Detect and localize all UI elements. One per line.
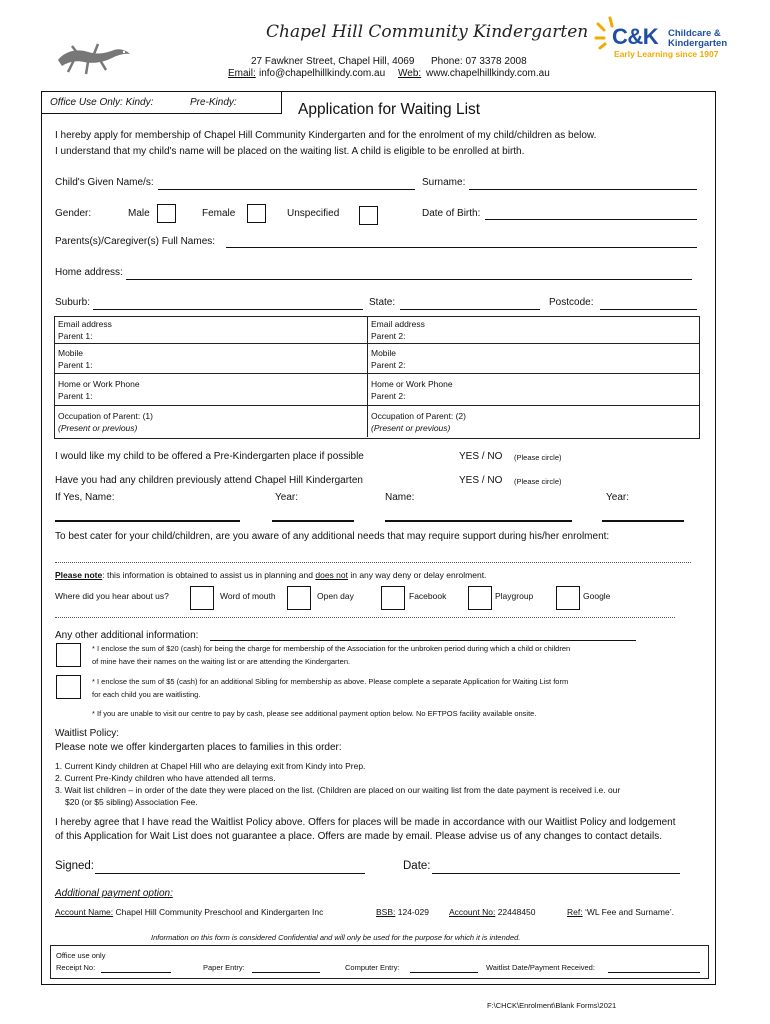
male-label: Male	[128, 208, 150, 219]
confidential-note: Information on this form is considered Confidential and will only be used for the purpose for which it is intended.	[151, 933, 521, 942]
unspecified-checkbox[interactable]	[359, 206, 378, 225]
contact-right-sublabel: Parent 2:	[371, 360, 406, 370]
account-number-details	[449, 907, 536, 917]
open-day-label: Open day	[317, 591, 354, 601]
bsb-value: 124-029	[397, 907, 429, 917]
contact-left-label: Email address	[58, 319, 112, 329]
waitlist-date-label: Waitlist Date/Payment Received:	[486, 963, 595, 972]
needs-question: To best cater for your child/children, are you aware of any additional needs that may require support during his/her enrolment:	[55, 531, 610, 542]
account-name: Chapel Hill Community Preschool and Kindergarten Inc	[115, 907, 324, 917]
web-label: Web:	[398, 68, 422, 79]
contact-right-label: Home or Work Phone	[371, 379, 453, 389]
unspecified-label: Unspecified	[287, 208, 340, 219]
previous-please-circle: (Please circle)	[514, 477, 562, 486]
male-checkbox[interactable]	[157, 204, 176, 223]
sibling-fee-checkbox[interactable]	[56, 675, 81, 699]
prekindy-yes-no[interactable]: YES / NO	[459, 451, 503, 462]
computer-entry-field[interactable]	[410, 972, 478, 973]
reference-value: ‘WL Fee and Surname’.	[584, 907, 674, 917]
prekindy-please-circle: (Please circle)	[514, 453, 562, 462]
previous-name-field-2[interactable]	[385, 520, 572, 522]
other-info-label: Any other additional information:	[55, 630, 199, 641]
word-of-mouth-label: Word of mouth	[220, 591, 276, 601]
contact-right-sublabel: (Present or previous)	[371, 423, 451, 433]
postcode-field[interactable]	[600, 309, 697, 310]
facebook-checkbox[interactable]	[381, 586, 405, 610]
waitlist-date-field[interactable]	[608, 972, 700, 973]
given-names-field[interactable]	[158, 189, 415, 190]
sibling-fee-line-2: for each child you are waitlisting.	[92, 690, 201, 699]
hear-about-rule	[55, 617, 675, 618]
paper-entry-label: Paper Entry:	[203, 963, 245, 972]
account-name-label: Account Name:	[55, 907, 114, 917]
file-path: F:\CHCK\Enrolment\Blank Forms\2021	[487, 1001, 617, 1010]
surname-field[interactable]	[469, 189, 697, 190]
suburb-field[interactable]	[93, 309, 363, 310]
agreement-line-1: I hereby agree that I have read the Waitlist Policy above. Offers for places will be made in accordance with our Waitlist Policy and lodgement	[55, 817, 676, 828]
office-use-prekindy: Pre-Kindy:	[190, 97, 237, 108]
contact-left-sublabel: Parent 1:	[58, 331, 93, 341]
date-label: Date:	[403, 860, 431, 872]
please-note	[55, 570, 486, 580]
needs-field[interactable]	[55, 562, 691, 563]
email-label: Email:	[228, 68, 256, 79]
cash-payment-note: * If you are unable to visit our centre to pay by cash, please see additional payment option below. No EFTPOS facility available onsite.	[92, 709, 537, 718]
does-not-text: does not	[315, 570, 348, 580]
contact-left-sublabel: (Present or previous)	[58, 423, 138, 433]
contact-left-label: Mobile	[58, 348, 84, 358]
google-label: Google	[583, 591, 611, 601]
office-bottom-title: Office use only	[56, 951, 106, 960]
reference-details	[567, 907, 674, 917]
kindergarten-address: 27 Fawkner Street, Chapel Hill, 4069	[251, 56, 415, 67]
bank-details	[55, 907, 323, 917]
gender-label: Gender:	[55, 208, 92, 219]
contact-row-rule	[54, 405, 699, 406]
office-bottom-box	[50, 945, 709, 979]
reference-label: Ref:	[567, 907, 583, 917]
kindergarten-title: Chapel Hill Community Kindergarten	[266, 22, 589, 42]
female-checkbox[interactable]	[247, 204, 266, 223]
home-address-label: Home address:	[55, 267, 123, 278]
google-checkbox[interactable]	[556, 586, 580, 610]
office-use-kindy: Office Use Only: Kindy:	[50, 97, 154, 108]
name-label-2: Name:	[385, 492, 415, 503]
ck-brand: C&K	[612, 24, 659, 49]
contact-row-rule	[54, 373, 699, 374]
email-address[interactable]: info@chapelhillkindy.com.au	[259, 68, 386, 79]
parents-label: Parents(s)/Caregiver(s) Full Names:	[55, 236, 216, 247]
contact-left-sublabel: Parent 1:	[58, 391, 93, 401]
facebook-label: Facebook	[409, 591, 447, 601]
home-address-field[interactable]	[126, 279, 692, 280]
sibling-fee-line-1: * I enclose the sum of $5 (cash) for an additional Sibling for membership as above. Please complete a separate Application for Waiting List form	[92, 677, 569, 686]
female-label: Female	[202, 208, 236, 219]
contact-row-rule	[54, 343, 699, 344]
other-info-field[interactable]	[210, 640, 636, 641]
contact-right-sublabel: Parent 2:	[371, 391, 406, 401]
contact-left-sublabel: Parent 1:	[58, 360, 93, 370]
bsb-label: BSB:	[376, 907, 396, 917]
signed-label: Signed:	[55, 860, 95, 872]
state-field[interactable]	[400, 309, 540, 310]
kindergarten-phone: Phone: 07 3378 2008	[431, 56, 527, 67]
please-note-label: Please note	[55, 570, 103, 580]
receipt-label: Receipt No:	[56, 963, 96, 972]
membership-fee-checkbox[interactable]	[56, 643, 81, 667]
previous-yes-no[interactable]: YES / NO	[459, 475, 503, 486]
intro-line-2: I understand that my child's name will be placed on the waiting list. A child is eligible to be enrolled at birth.	[55, 146, 525, 157]
contact-right-label: Occupation of Parent: (2)	[371, 411, 466, 421]
year-label-2: Year:	[606, 492, 629, 503]
account-number-label: Account No:	[449, 907, 496, 917]
account-number: 22448450	[497, 907, 536, 917]
previous-name-field-1[interactable]	[55, 520, 240, 522]
suburb-label: Suburb:	[55, 297, 91, 308]
playgroup-checkbox[interactable]	[468, 586, 492, 610]
contact-left-label: Home or Work Phone	[58, 379, 140, 389]
contact-right-sublabel: Parent 2:	[371, 331, 406, 341]
please-note-text-2: in any way deny or delay enrolment.	[347, 570, 487, 580]
surname-label: Surname:	[422, 177, 466, 188]
membership-fee-line-1: * I enclose the sum of $20 (cash) for being the charge for membership of the Association for the unbroken period during which a child or children	[92, 644, 571, 653]
given-names-label: Child's Given Name/s:	[55, 177, 154, 188]
paper-entry-field[interactable]	[252, 972, 320, 973]
bsb-details	[376, 907, 429, 917]
computer-entry-label: Computer Entry:	[345, 963, 400, 972]
previous-question: Have you had any children previously attend Chapel Hill Kindergarten	[55, 475, 363, 486]
please-note-text-1: : this information is obtained to assist us in planning and	[102, 570, 316, 580]
prekindy-question: I would like my child to be offered a Pre-Kindergarten place if possible	[55, 451, 364, 462]
policy-title: Waitlist Policy:	[55, 728, 120, 739]
date-field[interactable]	[432, 873, 680, 874]
word-of-mouth-checkbox[interactable]	[190, 586, 214, 610]
parents-field[interactable]	[226, 247, 697, 248]
signature-field[interactable]	[95, 873, 365, 874]
contact-right-label: Mobile	[371, 348, 397, 358]
previous-year-field-1[interactable]	[272, 520, 354, 522]
ck-line1: Childcare &	[668, 28, 721, 39]
hear-about-label: Where did you hear about us?	[55, 591, 169, 601]
form-title: Application for Waiting List	[298, 101, 481, 118]
contact-right-label: Email address	[371, 319, 425, 329]
web-address[interactable]: www.chapelhillkindy.com.au	[426, 68, 550, 79]
contact-table-divider	[367, 316, 368, 437]
agreement-line-2: of this Application for Wait List does not guarantee a place. Offers are made by email. Please advise us of any changes to contact details.	[55, 831, 663, 842]
policy-item-continued: $20 (or $5 sibling) Association Fee.	[65, 797, 198, 807]
year-label-1: Year:	[275, 492, 298, 503]
intro-line-1: I hereby apply for membership of Chapel Hill Community Kindergarten and for the enrolment of my child/children as below.	[55, 130, 597, 141]
receipt-field[interactable]	[101, 972, 171, 973]
if-yes-name-label: If Yes, Name:	[55, 492, 115, 503]
previous-year-field-2[interactable]	[602, 520, 684, 522]
bank-title: Additional payment option:	[55, 888, 173, 899]
policy-item: 2. Current Pre-Kindy children who have attended all terms.	[55, 773, 276, 783]
dob-label: Date of Birth:	[422, 208, 481, 219]
contact-left-label: Occupation of Parent: (1)	[58, 411, 153, 421]
state-label: State:	[369, 297, 396, 308]
membership-fee-line-2: of mine have their names on the waiting list or are attending the Kindergarten.	[92, 657, 351, 666]
ck-line2: Kindergarten	[668, 38, 728, 49]
postcode-label: Postcode:	[549, 297, 594, 308]
ck-tagline: Early Learning since 1907	[614, 49, 719, 59]
policy-item: 3. Wait list children – in order of the date they were placed on the list. (Children are placed on our waiting list from the date payment is received i.e. our	[55, 785, 621, 795]
playgroup-label: Playgroup	[495, 591, 534, 601]
lizard-logo	[54, 38, 134, 78]
policy-intro: Please note we offer kindergarten places to families in this order:	[55, 742, 342, 753]
dob-field[interactable]	[485, 219, 697, 220]
policy-item: 1. Current Kindy children at Chapel Hill who are delaying exit from Kindy into Prep.	[55, 761, 366, 771]
open-day-checkbox[interactable]	[287, 586, 311, 610]
